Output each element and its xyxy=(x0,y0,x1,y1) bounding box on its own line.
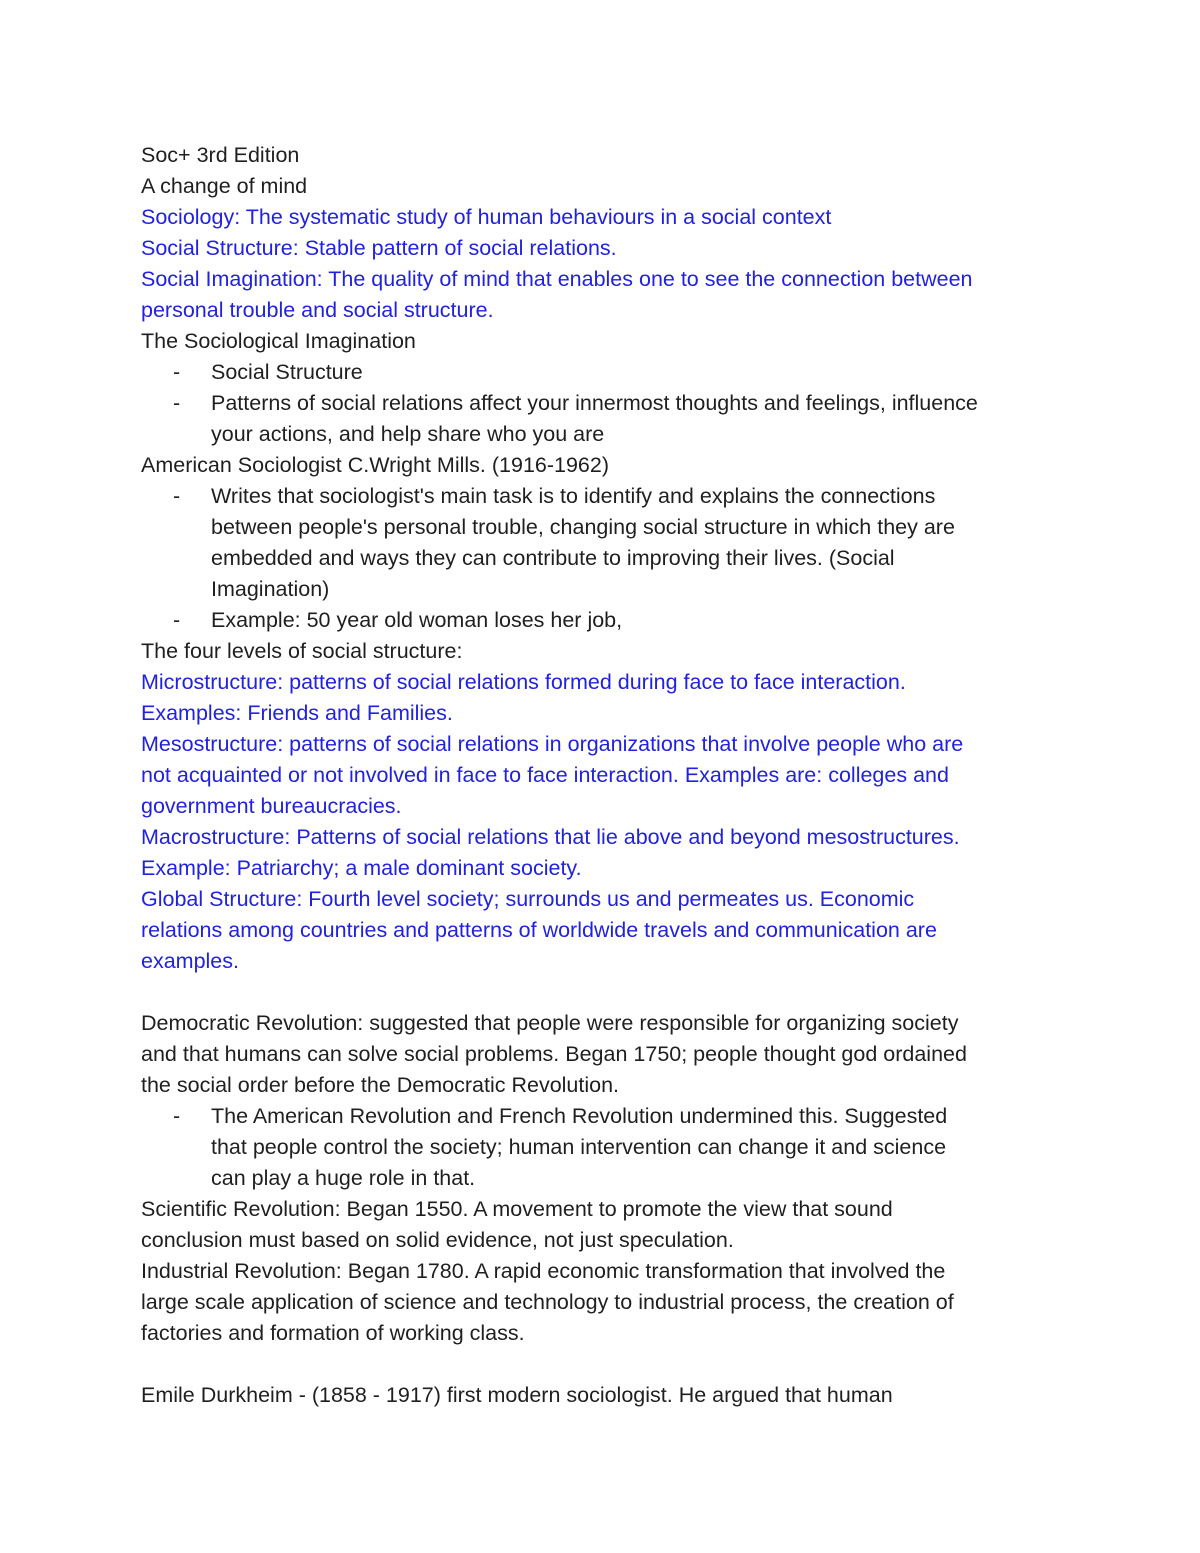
paragraph-democratic-revolution: Democratic Revolution: suggested that people were responsible for organizing society xyxy=(141,1011,959,1035)
paragraph-industrial-revolution: large scale application of science and technology to industrial process, the creation of xyxy=(141,1290,954,1314)
bullet-item xyxy=(141,605,1061,636)
bullet-text: Patterns of social relations affect your innermost thoughts and feelings, influence xyxy=(211,391,978,415)
paragraph-scientific-revolution: conclusion must based on solid evidence, not just speculation. xyxy=(141,1228,734,1252)
definition-microstructure: Microstructure: patterns of social relations formed during face to face interaction. xyxy=(141,670,906,694)
definition-microstructure: Examples: Friends and Families. xyxy=(141,701,453,725)
chapter-title: A change of mind xyxy=(141,174,308,198)
definition-global-structure: examples. xyxy=(141,949,239,973)
definition-global-structure: relations among countries and patterns of worldwide travels and communication are xyxy=(141,918,937,942)
bullet-dash: - xyxy=(173,484,181,508)
definition-social-structure: Social Structure: Stable pattern of social relations. xyxy=(141,236,617,260)
blank-line xyxy=(141,977,1061,1008)
paragraph-mills: American Sociologist C.Wright Mills. (1916-1962) xyxy=(141,453,610,477)
bullet-text: between people's personal trouble, changing social structure in which they are xyxy=(211,515,955,539)
paragraph-scientific-revolution: Scientific Revolution: Began 1550. A movement to promote the view that sound xyxy=(141,1197,893,1221)
paragraph-durkheim: Emile Durkheim - (1858 - 1917) first modern sociologist. He argued that human xyxy=(141,1383,893,1407)
bullet-text: your actions, and help share who you are xyxy=(211,422,605,446)
bullet-text: Writes that sociologist's main task is to identify and explains the connections xyxy=(211,484,936,508)
bullet-text: Example: 50 year old woman loses her job, xyxy=(211,608,623,632)
heading-sociological-imagination: The Sociological Imagination xyxy=(141,329,416,353)
definition-mesostructure: Mesostructure: patterns of social relations in organizations that involve people who are xyxy=(141,732,964,756)
definition-global-structure: Global Structure: Fourth level society; surrounds us and permeates us. Economic xyxy=(141,887,915,911)
paragraph-industrial-revolution: Industrial Revolution: Began 1780. A rapid economic transformation that involved the xyxy=(141,1259,946,1283)
blank-line xyxy=(141,1349,1061,1380)
bullet-text: that people control the society; human intervention can change it and science xyxy=(211,1135,947,1159)
definition-social-imagination-line-2: personal trouble and social structure. xyxy=(141,298,494,322)
bullet-dash: - xyxy=(173,391,181,415)
bullet-text: Social Structure xyxy=(211,360,363,384)
bullet-text: The American Revolution and French Revolution undermined this. Suggested xyxy=(211,1104,948,1128)
document-page xyxy=(141,140,1061,1411)
definition-sociology: Sociology: The systematic study of human behaviours in a social context xyxy=(141,205,832,229)
bullet-text: can play a huge role in that. xyxy=(211,1166,476,1190)
bullet-dash: - xyxy=(173,608,181,632)
definition-mesostructure: government bureaucracies. xyxy=(141,794,402,818)
document-title: Soc+ 3rd Edition xyxy=(141,143,300,167)
heading-four-levels: The four levels of social structure: xyxy=(141,639,463,663)
paragraph-democratic-revolution: the social order before the Democratic Revolution. xyxy=(141,1073,620,1097)
bullet-item xyxy=(141,1101,1061,1194)
definition-macrostructure: Macrostructure: Patterns of social relations that lie above and beyond mesostructures. xyxy=(141,825,960,849)
bullet-text: embedded and ways they can contribute to improving their lives. (Social xyxy=(211,546,895,570)
definition-macrostructure: Example: Patriarchy; a male dominant society. xyxy=(141,856,582,880)
bullet-dash: - xyxy=(173,360,181,384)
paragraph-industrial-revolution: factories and formation of working class. xyxy=(141,1321,525,1345)
bullet-item xyxy=(141,357,1061,388)
paragraph-democratic-revolution: and that humans can solve social problems. Began 1750; people thought god ordained xyxy=(141,1042,967,1066)
definition-social-imagination-line-1: Social Imagination: The quality of mind that enables one to see the connection between xyxy=(141,267,973,291)
definition-mesostructure: not acquainted or not involved in face to face interaction. Examples are: colleges and xyxy=(141,763,949,787)
bullet-dash: - xyxy=(173,1104,181,1128)
bullet-text: Imagination) xyxy=(211,577,330,601)
bullet-item xyxy=(141,481,1061,605)
bullet-item xyxy=(141,388,1061,450)
